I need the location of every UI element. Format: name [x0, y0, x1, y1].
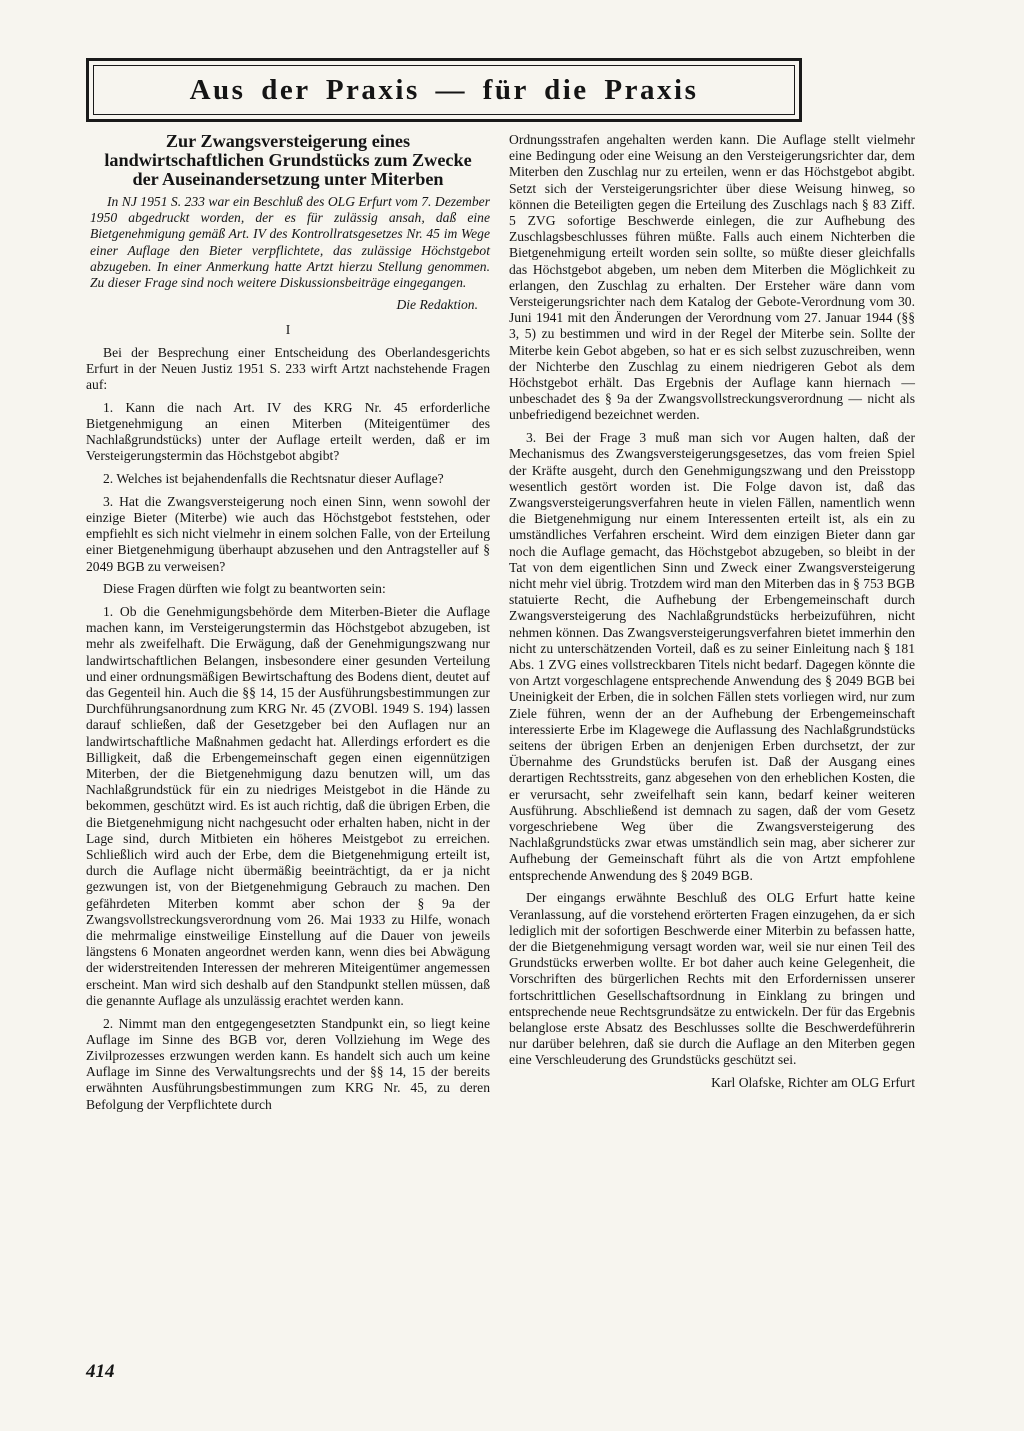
intro-text: In NJ 1951 S. 233 war ein Beschluß des OLG Erfurt vom 7. Dezember 1950 abgedruckt worden, der es für zulässig ansah, daß eine Bietgenehmigung gemäß Art. IV des Kontrollratsgesetzes Nr. 45 im Wege einer Auflage den Bieter verpflichtete, das zulässige Höchstgebot abzugeben. In einer Anmerkung hatte Artzt hierzu Stellung genommen. Zu dieser Frage sind noch weitere Diskussionsbeiträge eingegangen.: [90, 194, 490, 291]
author-signature: Karl Olafske, Richter am OLG Erfurt: [711, 1074, 915, 1090]
section-numeral: I: [285, 322, 291, 338]
answer-1: 1. Ob die Genehmigungsbehörde dem Miterben-Bieter die Auflage machen kann, im Versteigerungstermin das Höchstgebot abzugeben, ist mehr als zweifelhaft. Die Erwägung, daß der Genehmigungszwang nur landwirtschaftlichen Belangen, insbesondere einer gesunden Verteilung und einer ordnungsmäßigen Bewirtschaftung des Bodens dient, deutet auf das Gegenteil hin. Auch die §§ 14, 15 der Ausführungsbestimmungen zur Durchführungsanordnung zum KRG Nr. 45 (ZVOBl. 1949 S. 194) lassen darauf schließen, daß der Gesetzgeber bei den Auflagen nur an landwirtschaftliche Maßnahmen gedacht hat. Allerdings erfordert es die Billigkeit, daß die Erbengemeinschaft gegen einen eigennützigen Miterben, der die Bietgenehmigung dazu benutzen will, um das Nachlaßgrundstück für ein zu niedriges Meistgebot in die Hände zu bekommen, geschützt wird. Es ist auch richtig, daß die übrigen Erben, die die Bietgenehmigung nicht nachgesucht oder erhalten haben, nicht in der Lage sind, durch Mitbieten ein höheres Meistgebot zu erreichen. Schließlich wird auch der Erbe, dem die Bietgenehmigung erteilt ist, durch die Auflage nicht übermäßig beeinträchtigt, da er ja nicht gezwungen ist, von der Bietgenehmigung Gebrauch zu machen. Den gefährdeten Miterben kommt aber schon der § 9a der Zwangsvollstreckungsverordnung vom 26. Mai 1933 zu Hilfe, wonach die mehrmalige einstweilige Einstellung auf die Dauer von jeweils längstens 6 Monaten angeordnet werden kann, wenn dies bei Abwägung der widerstreitenden Interessen der mehreren Miteigentümer angemessen erscheint. Man wird sich deshalb auf den Standpunkt stellen müssen, daß die genannte Auflage als unzulässig erachtet werden kann.: [86, 603, 490, 1008]
question-1: 1. Kann die nach Art. IV des KRG Nr. 45 erforderliche Bietgenehmigung an einen Miterben (Miteigentümer des Nachlaßgrundstücks) unter der Auflage erteilt werden, daß er im Versteigerungstermin das Höchstgebot abgibt?: [86, 399, 490, 464]
paragraph: Diese Fragen dürften wie folgt zu beantworten sein:: [103, 581, 386, 597]
section-banner-inner: [93, 65, 795, 115]
question-2: 2. Welches ist bejahendenfalls die Rechtsnatur dieser Auflage?: [103, 471, 444, 487]
page-number: 414: [86, 1361, 115, 1382]
editor-credit: Die Redaktion.: [396, 297, 478, 313]
section-title: Aus der Praxis — für die Praxis: [189, 73, 699, 106]
editorial-intro: [90, 194, 490, 313]
left-column: [86, 132, 490, 1113]
right-column: [509, 132, 915, 1091]
paragraph: Der eingangs erwähnte Beschluß des OLG Erfurt hatte keine Veranlassung, auf die vorstehend erörterten Fragen einzugehen, da er sich lediglich mit der sofortigen Beschwerde einer Miterbin zu befassen hatte, der die Bietgenehmigung versagt worden war, weil sie nur einen Teil des Grundstücks erwerben wollte. Er bot daher auch keine Gelegenheit, die Vorschriften des bürgerlichen Rechts mit den Erfordernissen unserer fortschrittlichen Gesellschaftsordnung in Einklang zu bringen und entsprechende neue Rechtsgrundsätze zu entwickeln. Der für das Ergebnis belanglose erste Absatz des Beschlusses sollte die Beschwerdeführerin nur darüber belehren, daß sie durch die Auflage an den Miterben gegen eine Verschleuderung des Grundstücks geschützt sei.: [509, 890, 915, 1068]
section-banner: [86, 58, 802, 122]
paragraph: Bei der Besprechung einer Entscheidung des Oberlandesgerichts Erfurt in der Neuen Justiz 1951 S. 233 wirft Artzt nachstehende Fragen auf:: [86, 344, 490, 393]
answer-3: 3. Bei der Frage 3 muß man sich vor Augen halten, daß der Mechanismus des Zwangsversteigerungsgesetzes, das vom freien Spiel der Kräfte ausgeht, durch den Genehmigungszwang und den Preisstopp wesentlich gestört worden ist. Die Folge davon ist, daß das Zwangsversteigerungsverfahren heute in vielen Fällen, namentlich wenn die Bietgenehmigung nur einem Interessenten erteilt ist, als ein zu umständliches Verfahren erscheint. Wird dem einzigen Bieter dann gar noch die Auflage gemacht, das Höchstgebot abzugeben, so bleibt in der Tat von dem eigentlichen Sinn und Zweck einer Zwangsversteigerung nicht mehr viel übrig. Trotzdem wird man den Miterben das in § 753 BGB statuierte Recht, die Aufhebung der Erbengemeinschaft durch Zwangsversteigerung des Nachlaßgrundstücks herbeizuführen, nicht nehmen können. Das Zwangsversteigerungsverfahren bietet immerhin den nicht zu unterschätzenden Vorteil, daß es zu seiner Einleitung nach § 181 Abs. 1 ZVG eines vollstreckbaren Titels nicht bedarf. Dagegen könnte die von Artzt vorgeschlagene entsprechende Anwendung des § 2049 BGB bei Uneinigkeit der Erben, die in solchen Fällen stets vorliegen wird, nur zum Ziele führen, wenn der an der Aufhebung der Erbengemeinschaft interessierte Erbe im Klagewege die Auflassung des Nachlaßgrundstücks seitens der übrigen Erben an denjenigen Erben durchsetzt, der zur Übernahme des Grundstücks berufen ist. Daß der Ausgang eines derartigen Rechtsstreits, ganz abgesehen von den erheblichen Kosten, die er verursacht, sehr zweifelhaft sein kann, bedarf keiner weiteren Ausführung. Abschließend ist demnach zu sagen, daß der vom Gesetz vorgeschriebene Weg über die Zwangsversteigerung des Nachlaßgrundstücks zwar etwas umständlich sein mag, aber sicherer zur Aufhebung der Gemeinschaft führt als die von Artzt empfohlene entsprechende Anwendung des § 2049 BGB.: [509, 430, 915, 883]
article-title: Zur Zwangsversteigerung eines landwirtschaftlichen Grundstücks zum Zwecke der Auseinandersetzung unter Miterben: [104, 131, 472, 189]
answer-2: 2. Nimmt man den entgegengesetzten Standpunkt ein, so liegt keine Auflage im Sinne des BGB vor, deren Vollziehung im Wege des Zivilprozesses erzwungen werden kann. Es handelt sich auch um keine Auflage im Sinne des Verwaltungsrechts und der §§ 14, 15 der bereits erwähnten Ausführungsbestimmungen zum KRG Nr. 45, zu deren Befolgung der Verpflichtete durch: [86, 1015, 490, 1112]
question-3: 3. Hat die Zwangsversteigerung noch einen Sinn, wenn sowohl der einzige Bieter (Miterbe) wie auch das Höchstgebot feststehen, oder empfiehlt es sich nicht vielmehr in einem solchen Falle, von der Erteilung einer Bietgenehmigung überhaupt abzusehen und den Antragsteller auf § 2049 BGB zu verweisen?: [86, 493, 490, 574]
answer-2-continued: Ordnungsstrafen angehalten werden kann. Die Auflage stellt vielmehr eine Bedingung oder eine Weisung an den Versteigerungsrichter dar, dem Miterben den Zuschlag nur zu erteilen, wenn er das Höchstgebot abgibt. Setzt sich der Versteigerungsrichter über diese Weisung hinweg, so können die Beteiligten gegen die Erteilung des Zuschlags nach § 83 Ziff. 5 ZVG sofortige Beschwerde einlegen, die zur Aufhebung des Zuschlagsbeschlusses führen müßte. Falls auch einem Nichterben die Bietgenehmigung erteilt worden sein sollte, so müßte dieser gleichfalls das Höchstgebot abgeben, um neben dem Miterben die Möglichkeit zu erlangen, den Zuschlag zu erhalten. Der Ersteher wäre dann vom Versteigerungsrichter nach dem Katalog der Gebote-Verordnung vom 30. Juni 1941 mit den Änderungen der Verordnung vom 27. Januar 1944 (§§ 3, 5) zu bestimmen und wird in der Regel der Miterbe sein. Sollte der Miterbe kein Gebot abgeben, so hat er es sich selbst zuzuschreiben, wenn der Nichterbe den Zuschlag zu einem niedrigeren Gebot als dem Höchstgebot erhält. Das Ergebnis der Auflage kann hiernach — unbeschadet des § 9a der Zwangsvollstreckungsverordnung — nicht als unbefriedigend bezeichnet werden.: [509, 132, 915, 423]
